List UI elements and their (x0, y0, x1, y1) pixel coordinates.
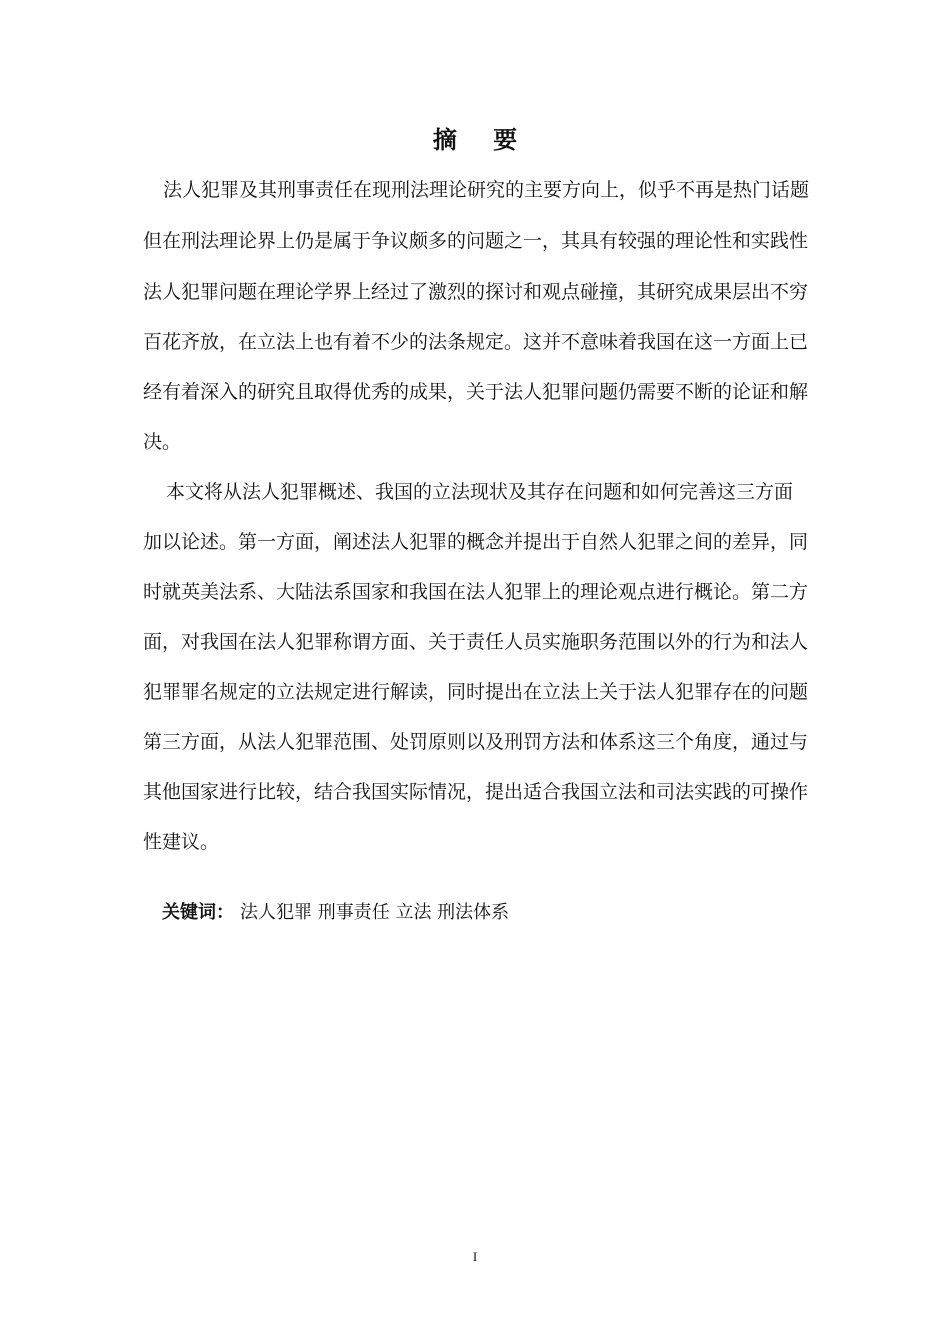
paragraph-2-line-8: 性建议。 (143, 831, 220, 853)
paragraph-1-line-4: 百花齐放，在立法上也有着不少的法条规定。这并不意味着我国在这一方面上已 (143, 331, 809, 353)
keywords-label: 关键词： (162, 902, 234, 923)
paragraph-2-line-3: 时就英美法系、大陆法系国家和我国在法人犯罪上的理论观点进行概论。第二方 (143, 581, 809, 603)
paragraph-2-line-7: 其他国家进行比较，结合我国实际情况，提出适合我国立法和司法实践的可操作 (143, 781, 809, 803)
paragraph-1-line-2: 但在刑法理论界上仍是属于争议颇多的问题之一，其具有较强的理论性和实践性 (143, 230, 809, 252)
keywords-line (162, 900, 509, 926)
paragraph-1-line-1: 法人犯罪及其刑事责任在现刑法理论研究的主要方向上，似乎不再是热门话题 (163, 179, 810, 201)
paragraph-2-line-5: 犯罪罪名规定的立法规定进行解读，同时提出在立法上关于法人犯罪存在的问题 (143, 681, 809, 703)
paragraph-1-line-6: 决。 (143, 431, 182, 453)
keywords-values: 法人犯罪 刑事责任 立法 刑法体系 (240, 902, 510, 923)
abstract-title: 摘 要 (432, 126, 532, 154)
paragraph-2-line-2: 加以论述。第一方面，阐述法人犯罪的概念并提出于自然人犯罪之间的差异，同 (143, 531, 809, 553)
page-number: I (472, 1249, 478, 1264)
paragraph-2-line-1: 本文将从法人犯罪概述、我国的立法现状及其存在问题和如何完善这三方面 (166, 481, 794, 503)
paragraph-2-line-6: 第三方面，从法人犯罪范围、处罚原则以及刑罚方法和体系这三个角度，通过与 (143, 731, 809, 753)
paragraph-1-line-5: 经有着深入的研究且取得优秀的成果，关于法人犯罪问题仍需要不断的论证和解 (143, 381, 809, 403)
paragraph-1-line-3: 法人犯罪问题在理论学界上经过了激烈的探讨和观点碰撞，其研究成果层出不穷 (143, 281, 809, 303)
paragraph-2-line-4: 面，对我国在法人犯罪称谓方面、关于责任人员实施职务范围以外的行为和法人 (143, 631, 809, 653)
